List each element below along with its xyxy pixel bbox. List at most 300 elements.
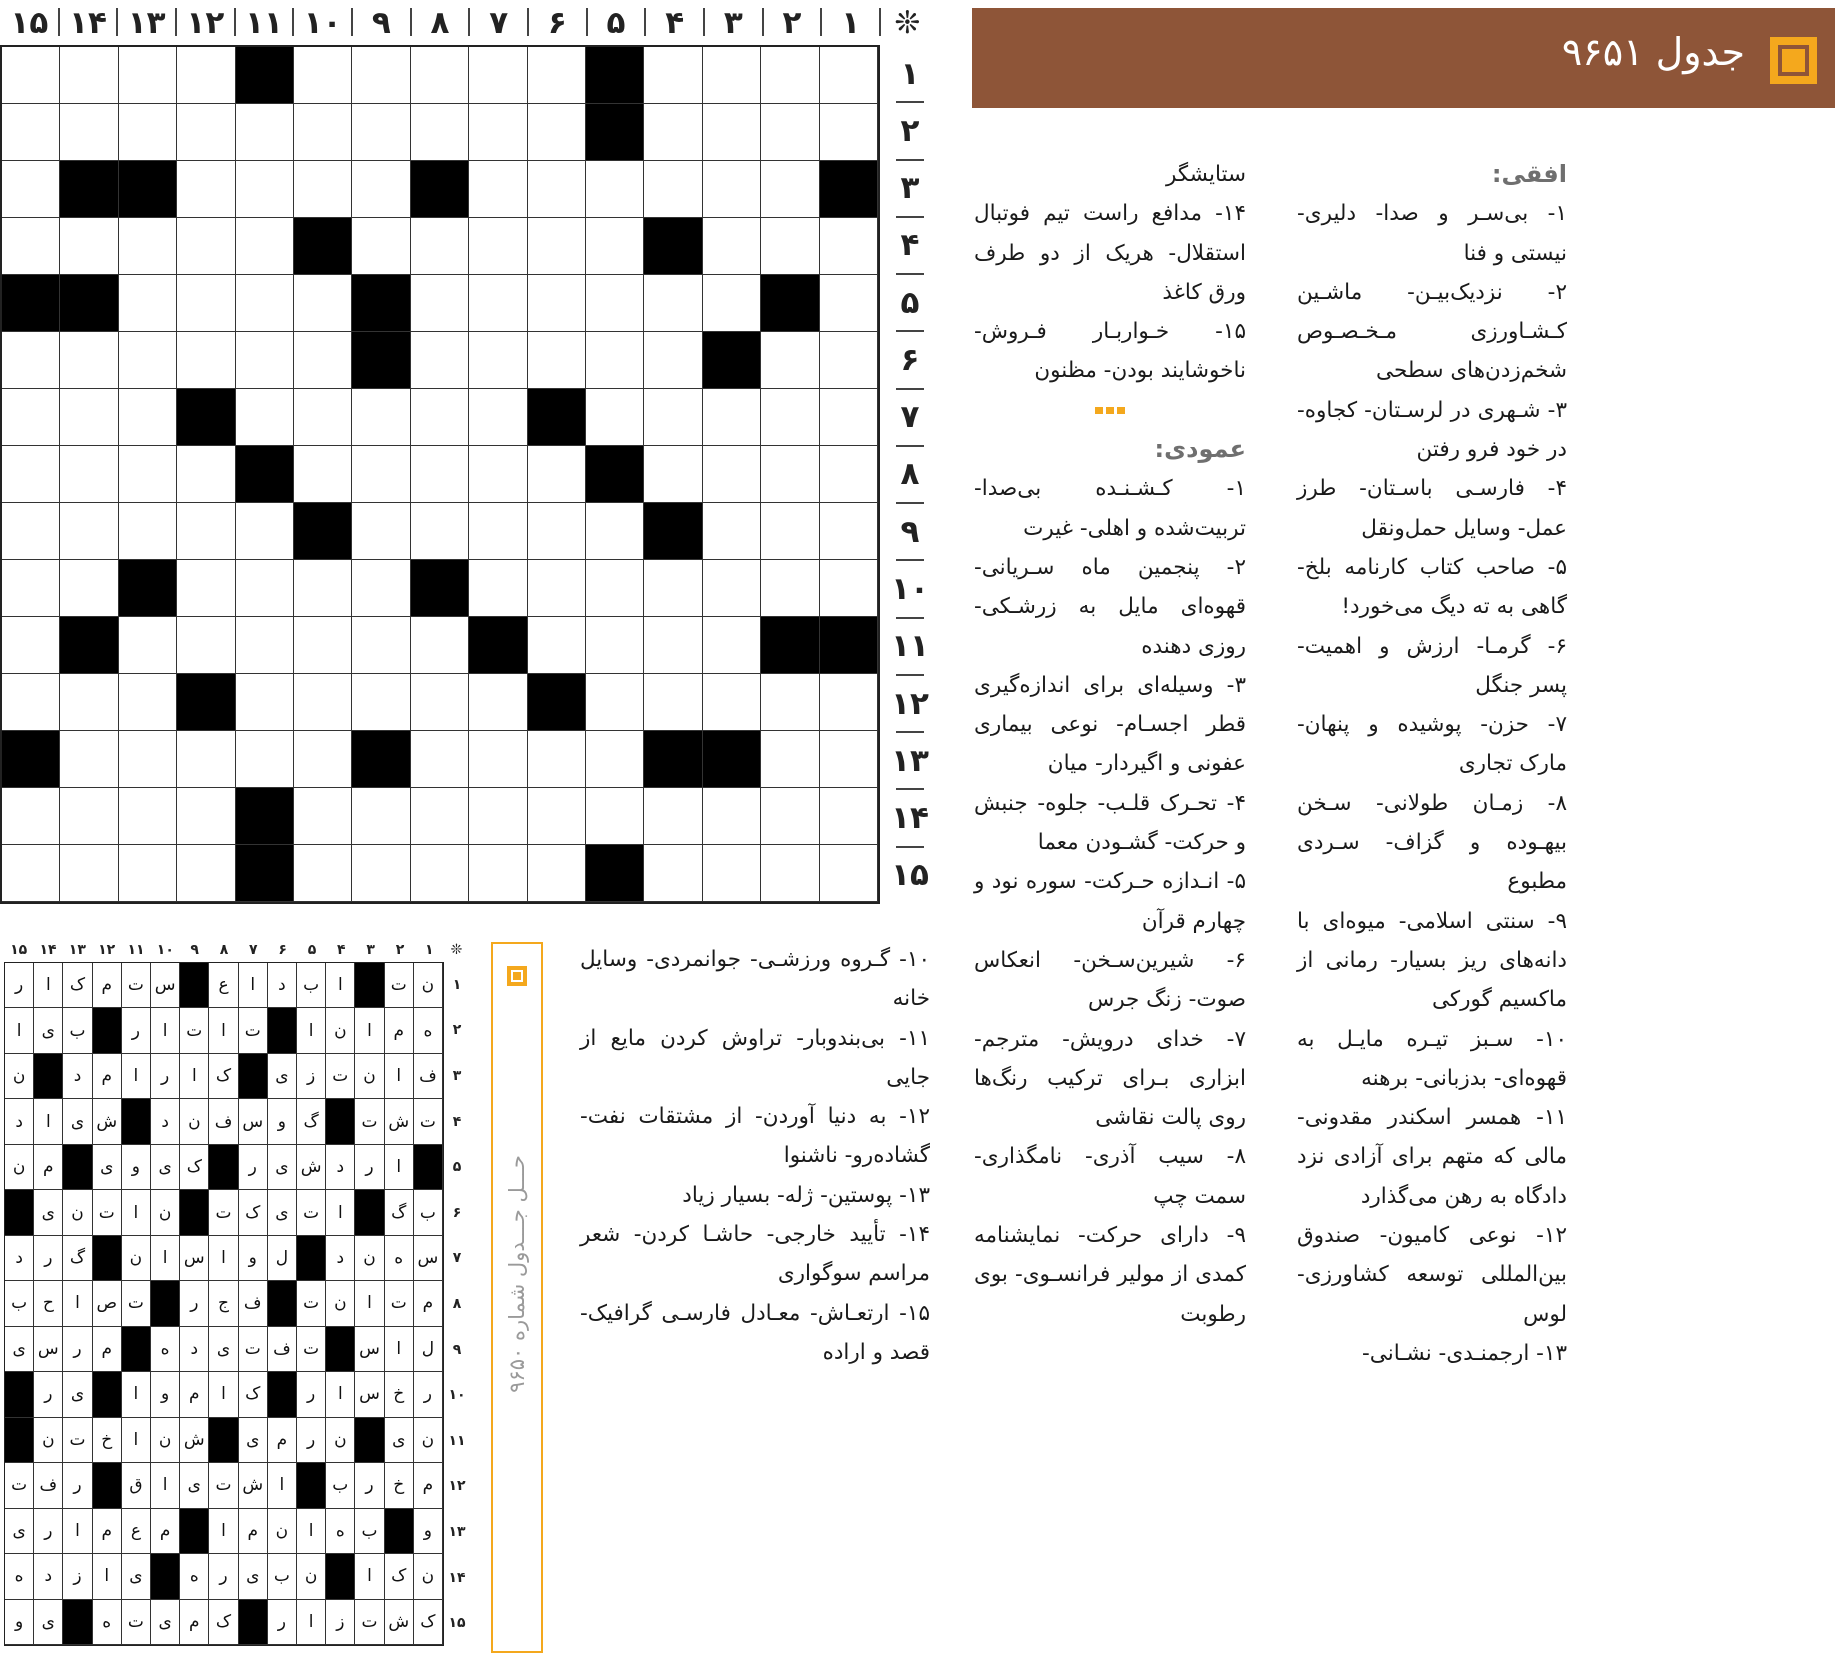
grid-cell[interactable]	[586, 275, 644, 332]
grid-cell[interactable]	[761, 104, 819, 161]
grid-cell[interactable]	[60, 560, 118, 617]
grid-cell[interactable]	[294, 845, 352, 902]
grid-cell[interactable]	[177, 560, 235, 617]
grid-cell[interactable]	[703, 845, 761, 902]
clue-text: ۴- تحـرک قلـب- جلوه- جنبش و حرکت- گشـودن معما	[974, 790, 1246, 856]
solution-cell: ع	[122, 1509, 151, 1554]
grid-cell[interactable]	[469, 674, 527, 731]
grid-cell[interactable]	[644, 161, 702, 218]
solution-cell: د	[151, 1099, 180, 1144]
grid-cell[interactable]	[177, 731, 235, 788]
solution-cell: ن	[63, 1190, 92, 1235]
column-number: ۴	[337, 942, 346, 958]
grid-cell[interactable]	[528, 845, 586, 902]
grid-cell[interactable]	[528, 104, 586, 161]
solution-cell: ن	[326, 1281, 355, 1326]
grid-cell[interactable]	[177, 617, 235, 674]
grid-cell[interactable]	[644, 446, 702, 503]
solution-cell: ن	[414, 963, 443, 1008]
clue-text: ۱- بی‌سـر و صدا- دلیری- نیستی و فنا	[1297, 201, 1567, 266]
grid-cell[interactable]	[119, 218, 177, 275]
grid-cell[interactable]	[469, 332, 527, 389]
solution-cell: ی	[34, 1600, 63, 1645]
grid-cell[interactable]	[586, 503, 644, 560]
grid-cell[interactable]	[820, 104, 878, 161]
grid-cell[interactable]	[177, 845, 235, 902]
solution-cell: م	[151, 1509, 180, 1554]
clue-text: ۵- صاحب کتاب کارنامه بلخ- گاهی به ته دیگ می‌خورد!	[1297, 554, 1567, 620]
solution-cell: ب	[414, 1190, 443, 1235]
solution-cell: م	[268, 1418, 297, 1463]
grid-cell[interactable]	[177, 503, 235, 560]
grid-cell[interactable]	[820, 674, 878, 731]
solution-black-cell	[268, 1281, 297, 1326]
solution-grid	[4, 962, 444, 1646]
black-cell	[586, 47, 644, 104]
grid-cell[interactable]	[761, 446, 819, 503]
grid-cell[interactable]	[703, 560, 761, 617]
grid-cell[interactable]	[119, 332, 177, 389]
solution-cell: ا	[355, 1554, 384, 1599]
solution-cell: ا	[385, 1327, 414, 1372]
solution-cell: ص	[93, 1281, 122, 1326]
grid-cell[interactable]	[60, 47, 118, 104]
grid-cell[interactable]	[119, 845, 177, 902]
grid-cell[interactable]	[177, 446, 235, 503]
grid-cell[interactable]	[411, 446, 469, 503]
grid-cell[interactable]	[528, 617, 586, 674]
title-bar	[972, 8, 1835, 108]
grid-cell[interactable]	[469, 731, 527, 788]
grid-cell[interactable]	[586, 674, 644, 731]
grid-cell[interactable]	[528, 218, 586, 275]
grid-cell[interactable]	[2, 104, 60, 161]
column-number: ۱۵	[10, 4, 49, 41]
grid-cell[interactable]	[528, 503, 586, 560]
grid-cell[interactable]	[294, 104, 352, 161]
grid-cell[interactable]	[119, 446, 177, 503]
black-cell	[411, 560, 469, 617]
grid-cell[interactable]	[352, 617, 410, 674]
grid-cell[interactable]	[2, 788, 60, 845]
grid-cell[interactable]	[177, 332, 235, 389]
grid-cell[interactable]	[411, 218, 469, 275]
solution-cell: م	[180, 1600, 209, 1645]
logo-icon	[1770, 37, 1817, 84]
solution-cell: خ	[385, 1372, 414, 1417]
black-cell	[2, 731, 60, 788]
solution-cell: ی	[239, 1554, 268, 1599]
grid-cell[interactable]	[820, 560, 878, 617]
grid-cell[interactable]	[236, 161, 294, 218]
row-number: ۶	[900, 341, 920, 378]
solution-cell: ک	[180, 1145, 209, 1190]
solution-black-cell	[326, 1554, 355, 1599]
grid-cell[interactable]	[703, 161, 761, 218]
grid-cell[interactable]	[644, 47, 702, 104]
solution-cell: ی	[151, 1145, 180, 1190]
grid-cell[interactable]	[469, 161, 527, 218]
solution-cell: ا	[326, 1190, 355, 1235]
grid-cell[interactable]	[761, 47, 819, 104]
grid-cell[interactable]	[820, 788, 878, 845]
grid-cell[interactable]	[236, 674, 294, 731]
black-cell	[528, 674, 586, 731]
grid-cell[interactable]	[703, 788, 761, 845]
solution-cell: م	[414, 1281, 443, 1326]
solution-cell: و	[151, 1372, 180, 1417]
grid-cell[interactable]	[644, 389, 702, 446]
grid-cell[interactable]	[177, 104, 235, 161]
column-number: ۸	[219, 942, 229, 958]
solution-cell: ش	[385, 1099, 414, 1144]
grid-cell[interactable]	[644, 788, 702, 845]
solution-cell: گ	[385, 1190, 414, 1235]
grid-cell[interactable]	[119, 47, 177, 104]
solution-cell: ا	[5, 1008, 34, 1053]
grid-cell[interactable]	[294, 674, 352, 731]
grid-cell[interactable]	[294, 275, 352, 332]
grid-cell[interactable]	[761, 389, 819, 446]
grid-cell[interactable]	[644, 275, 702, 332]
grid-cell[interactable]	[703, 47, 761, 104]
grid-cell[interactable]	[294, 161, 352, 218]
solution-black-cell	[326, 1327, 355, 1372]
grid-cell[interactable]	[586, 560, 644, 617]
grid-cell[interactable]	[236, 275, 294, 332]
grid-cell[interactable]	[586, 161, 644, 218]
clue-text: ۱۵- ارتعـاش- معـادل فارسـی گرافیک- قصد و اراده	[580, 1300, 930, 1365]
row-number: ۵	[900, 284, 920, 321]
grid-cell[interactable]	[177, 161, 235, 218]
solution-cell: ر	[122, 1008, 151, 1053]
grid-cell[interactable]	[644, 674, 702, 731]
grid-cell[interactable]	[60, 731, 118, 788]
grid-cell[interactable]	[820, 389, 878, 446]
black-cell	[644, 731, 702, 788]
solution-cell: ا	[297, 1600, 326, 1645]
grid-cell[interactable]	[236, 503, 294, 560]
grid-cell[interactable]	[761, 560, 819, 617]
grid-cell[interactable]	[2, 332, 60, 389]
grid-cell[interactable]	[586, 731, 644, 788]
grid-cell[interactable]	[236, 332, 294, 389]
solution-cell: ت	[297, 1327, 326, 1372]
grid-cell[interactable]	[2, 161, 60, 218]
grid-cell[interactable]	[411, 275, 469, 332]
solution-cell: ک	[385, 1554, 414, 1599]
grid-cell[interactable]	[820, 332, 878, 389]
black-cell	[236, 446, 294, 503]
solution-black-cell	[151, 1281, 180, 1326]
grid-cell[interactable]	[586, 389, 644, 446]
clue-text: ۱۵- خـواربـار فـروش- ناخوشایند بودن- مظنون	[974, 319, 1246, 384]
grid-cell[interactable]	[761, 788, 819, 845]
solution-black-cell	[355, 1190, 384, 1235]
grid-cell[interactable]	[469, 503, 527, 560]
grid-cell[interactable]	[411, 503, 469, 560]
grid-cell[interactable]	[352, 218, 410, 275]
grid-cell[interactable]	[469, 845, 527, 902]
grid-cell[interactable]	[411, 389, 469, 446]
grid-cell[interactable]	[644, 560, 702, 617]
grid-cell[interactable]	[119, 275, 177, 332]
solution-cell: ر	[180, 1281, 209, 1326]
grid-cell[interactable]	[119, 731, 177, 788]
grid-cell[interactable]	[761, 332, 819, 389]
grid-cell[interactable]	[352, 788, 410, 845]
grid-cell[interactable]	[411, 674, 469, 731]
black-cell	[60, 161, 118, 218]
section-divider-dots	[974, 391, 1246, 430]
grid-cell[interactable]	[469, 788, 527, 845]
column-number: ۱۱	[127, 942, 145, 958]
grid-cell[interactable]	[586, 332, 644, 389]
grid-cell[interactable]	[703, 104, 761, 161]
grid-cell[interactable]	[352, 389, 410, 446]
grid-cell[interactable]	[411, 332, 469, 389]
grid-cell[interactable]	[60, 104, 118, 161]
grid-cell[interactable]	[2, 503, 60, 560]
grid-cell[interactable]	[294, 788, 352, 845]
grid-cell[interactable]	[2, 47, 60, 104]
grid-cell[interactable]	[294, 731, 352, 788]
solution-black-cell	[93, 1463, 122, 1508]
grid-cell[interactable]	[60, 788, 118, 845]
grid-cell[interactable]	[703, 503, 761, 560]
clue-text: ۸- زمـان طولانی- سـخن بیهـوده و گزاف- سـردی مطبوع	[1297, 790, 1567, 895]
solution-cell: ر	[63, 1327, 92, 1372]
grid-cell[interactable]	[469, 560, 527, 617]
solution-black-cell	[63, 1145, 92, 1190]
grid-cell[interactable]	[2, 617, 60, 674]
grid-cell[interactable]	[586, 218, 644, 275]
grid-cell[interactable]	[528, 560, 586, 617]
grid-cell[interactable]	[177, 275, 235, 332]
grid-cell[interactable]	[820, 47, 878, 104]
solution-cell: ت	[297, 1190, 326, 1235]
solution-cell: م	[93, 1327, 122, 1372]
solution-cell: ب	[326, 1463, 355, 1508]
grid-cell[interactable]	[411, 617, 469, 674]
grid-cell[interactable]	[528, 446, 586, 503]
grid-cell[interactable]	[761, 674, 819, 731]
grid-cell[interactable]	[119, 674, 177, 731]
grid-cell[interactable]	[119, 788, 177, 845]
grid-cell[interactable]	[528, 47, 586, 104]
grid-cell[interactable]	[469, 446, 527, 503]
solution-cell: ش	[385, 1600, 414, 1645]
grid-cell[interactable]	[177, 788, 235, 845]
row-number: ۱	[452, 976, 462, 993]
grid-cell[interactable]	[119, 104, 177, 161]
solution-cell: ت	[385, 963, 414, 1008]
row-number: ۱۴	[448, 1569, 466, 1586]
row-number: ۴	[900, 227, 920, 264]
solution-cell: ق	[122, 1463, 151, 1508]
grid-cell[interactable]	[2, 218, 60, 275]
grid-cell[interactable]	[60, 503, 118, 560]
grid-cell[interactable]	[352, 446, 410, 503]
grid-cell[interactable]	[294, 389, 352, 446]
black-cell	[761, 275, 819, 332]
solution-black-cell	[180, 1509, 209, 1554]
solution-cell: ه	[385, 1236, 414, 1281]
solution-cell: ن	[414, 1418, 443, 1463]
solution-cell: ا	[209, 1008, 238, 1053]
grid-cell[interactable]	[60, 674, 118, 731]
solution-cell: ف	[414, 1054, 443, 1099]
solution-cell: ک	[239, 1372, 268, 1417]
grid-cell[interactable]	[644, 104, 702, 161]
grid-cell[interactable]	[119, 389, 177, 446]
grid-cell[interactable]	[60, 332, 118, 389]
grid-cell[interactable]	[2, 560, 60, 617]
grid-cell[interactable]	[820, 275, 878, 332]
grid-cell[interactable]	[469, 389, 527, 446]
grid-cell[interactable]	[294, 617, 352, 674]
grid-cell[interactable]	[528, 788, 586, 845]
grid-cell[interactable]	[352, 674, 410, 731]
grid-cell[interactable]	[469, 218, 527, 275]
row-number: ۱۴	[891, 800, 929, 837]
grid-cell[interactable]	[352, 104, 410, 161]
grid-cell[interactable]	[2, 674, 60, 731]
clue-text: ۱۱- بی‌بندوبار- تراوش کردن مایع از جایی	[580, 1025, 930, 1090]
grid-cell[interactable]	[644, 845, 702, 902]
grid-cell[interactable]	[352, 47, 410, 104]
solution-cell: ت	[297, 1281, 326, 1326]
grid-cell[interactable]	[411, 845, 469, 902]
page-title: جدول ۹۶۵۱	[1561, 30, 1745, 74]
solution-cell: س	[151, 963, 180, 1008]
grid-cell[interactable]	[703, 617, 761, 674]
row-number: ۱۱	[891, 628, 929, 665]
grid-cell[interactable]	[2, 446, 60, 503]
grid-cell[interactable]	[586, 617, 644, 674]
grid-cell[interactable]	[411, 47, 469, 104]
grid-cell[interactable]	[60, 218, 118, 275]
solution-cell: ر	[297, 1372, 326, 1417]
grid-cell[interactable]	[703, 446, 761, 503]
grid-cell[interactable]	[820, 845, 878, 902]
clues-column-vertical	[974, 155, 1246, 1334]
grid-cell[interactable]	[761, 218, 819, 275]
grid-cell[interactable]	[236, 104, 294, 161]
grid-cell[interactable]	[820, 218, 878, 275]
column-number: ۷	[489, 4, 509, 41]
grid-cell[interactable]	[469, 275, 527, 332]
grid-cell[interactable]	[60, 845, 118, 902]
column-number: ۱۰	[303, 4, 342, 41]
grid-cell[interactable]	[820, 446, 878, 503]
grid-cell[interactable]	[528, 731, 586, 788]
grid-cell[interactable]	[469, 47, 527, 104]
solution-row-numbers	[444, 962, 469, 1646]
clue-text: ۱۴- مدافع راست تیم فوتبال استقلال- هریک از دو طرف ورق کاغذ	[974, 201, 1246, 305]
black-cell	[60, 275, 118, 332]
solution-title: حـــل جـــدول شماره ۹۶۵۰	[505, 1155, 529, 1393]
grid-cell[interactable]	[528, 275, 586, 332]
grid-cell[interactable]	[294, 446, 352, 503]
solution-cell: ن	[268, 1509, 297, 1554]
grid-cell[interactable]	[352, 845, 410, 902]
grid-cell[interactable]	[703, 218, 761, 275]
clue-text: ۲- پنجمین ماه سـریانی- قهوه‌ای مایل به زرشـکی- روزی دهنده	[974, 554, 1246, 659]
black-cell	[119, 560, 177, 617]
grid-cell[interactable]	[586, 788, 644, 845]
solution-cell: د	[34, 1554, 63, 1599]
grid-cell[interactable]	[352, 503, 410, 560]
grid-cell[interactable]	[644, 332, 702, 389]
grid-cell[interactable]	[60, 446, 118, 503]
solution-cell: ح	[34, 1281, 63, 1326]
solution-cell: ر	[209, 1554, 238, 1599]
grid-cell[interactable]	[761, 161, 819, 218]
grid-cell[interactable]	[703, 674, 761, 731]
grid-cell[interactable]	[236, 731, 294, 788]
grid-cell[interactable]	[119, 503, 177, 560]
grid-cell[interactable]	[352, 560, 410, 617]
grid-cell[interactable]	[294, 332, 352, 389]
grid-cell[interactable]	[703, 389, 761, 446]
grid-cell[interactable]	[236, 389, 294, 446]
grid-cell[interactable]	[761, 845, 819, 902]
grid-cell[interactable]	[177, 218, 235, 275]
grid-cell[interactable]	[352, 161, 410, 218]
solution-cell: ت	[326, 1054, 355, 1099]
solution-cell: د	[63, 1054, 92, 1099]
solution-cell: م	[239, 1509, 268, 1554]
grid-cell[interactable]	[820, 503, 878, 560]
grid-cell[interactable]	[703, 275, 761, 332]
grid-cell[interactable]	[236, 560, 294, 617]
grid-cell[interactable]	[469, 104, 527, 161]
grid-cell[interactable]	[411, 788, 469, 845]
grid-cell[interactable]	[761, 503, 819, 560]
grid-cell[interactable]	[528, 161, 586, 218]
solution-cell: ی	[93, 1145, 122, 1190]
grid-cell[interactable]	[294, 560, 352, 617]
grid-cell[interactable]	[411, 104, 469, 161]
clues-column-horizontal	[1297, 155, 1567, 1373]
grid-cell[interactable]	[119, 617, 177, 674]
solution-cell: ا	[122, 1372, 151, 1417]
row-number: ۵	[452, 1159, 462, 1176]
clue-text: ۱۰- سـبز تیـره مایـل به قهوه‌ای- بدزبانی- برهنه	[1297, 1026, 1567, 1091]
grid-cell[interactable]	[411, 731, 469, 788]
grid-cell[interactable]	[294, 47, 352, 104]
grid-cell[interactable]	[820, 731, 878, 788]
grid-cell[interactable]	[2, 389, 60, 446]
grid-cell[interactable]	[644, 617, 702, 674]
solution-cell: ا	[385, 1145, 414, 1190]
grid-cell[interactable]	[761, 731, 819, 788]
grid-cell[interactable]	[236, 218, 294, 275]
grid-cell[interactable]	[177, 47, 235, 104]
grid-cell[interactable]	[2, 845, 60, 902]
grid-cell[interactable]	[236, 617, 294, 674]
solution-cell: ت	[239, 1327, 268, 1372]
grid-cell[interactable]	[528, 332, 586, 389]
column-number: ۵	[307, 942, 317, 958]
solution-cell: ت	[414, 1099, 443, 1144]
grid-cell[interactable]	[60, 389, 118, 446]
solution-cell: ن	[180, 1099, 209, 1144]
solution-cell: ر	[414, 1372, 443, 1417]
section-heading: افقی:	[1491, 160, 1567, 188]
column-number: ۲	[395, 942, 405, 958]
